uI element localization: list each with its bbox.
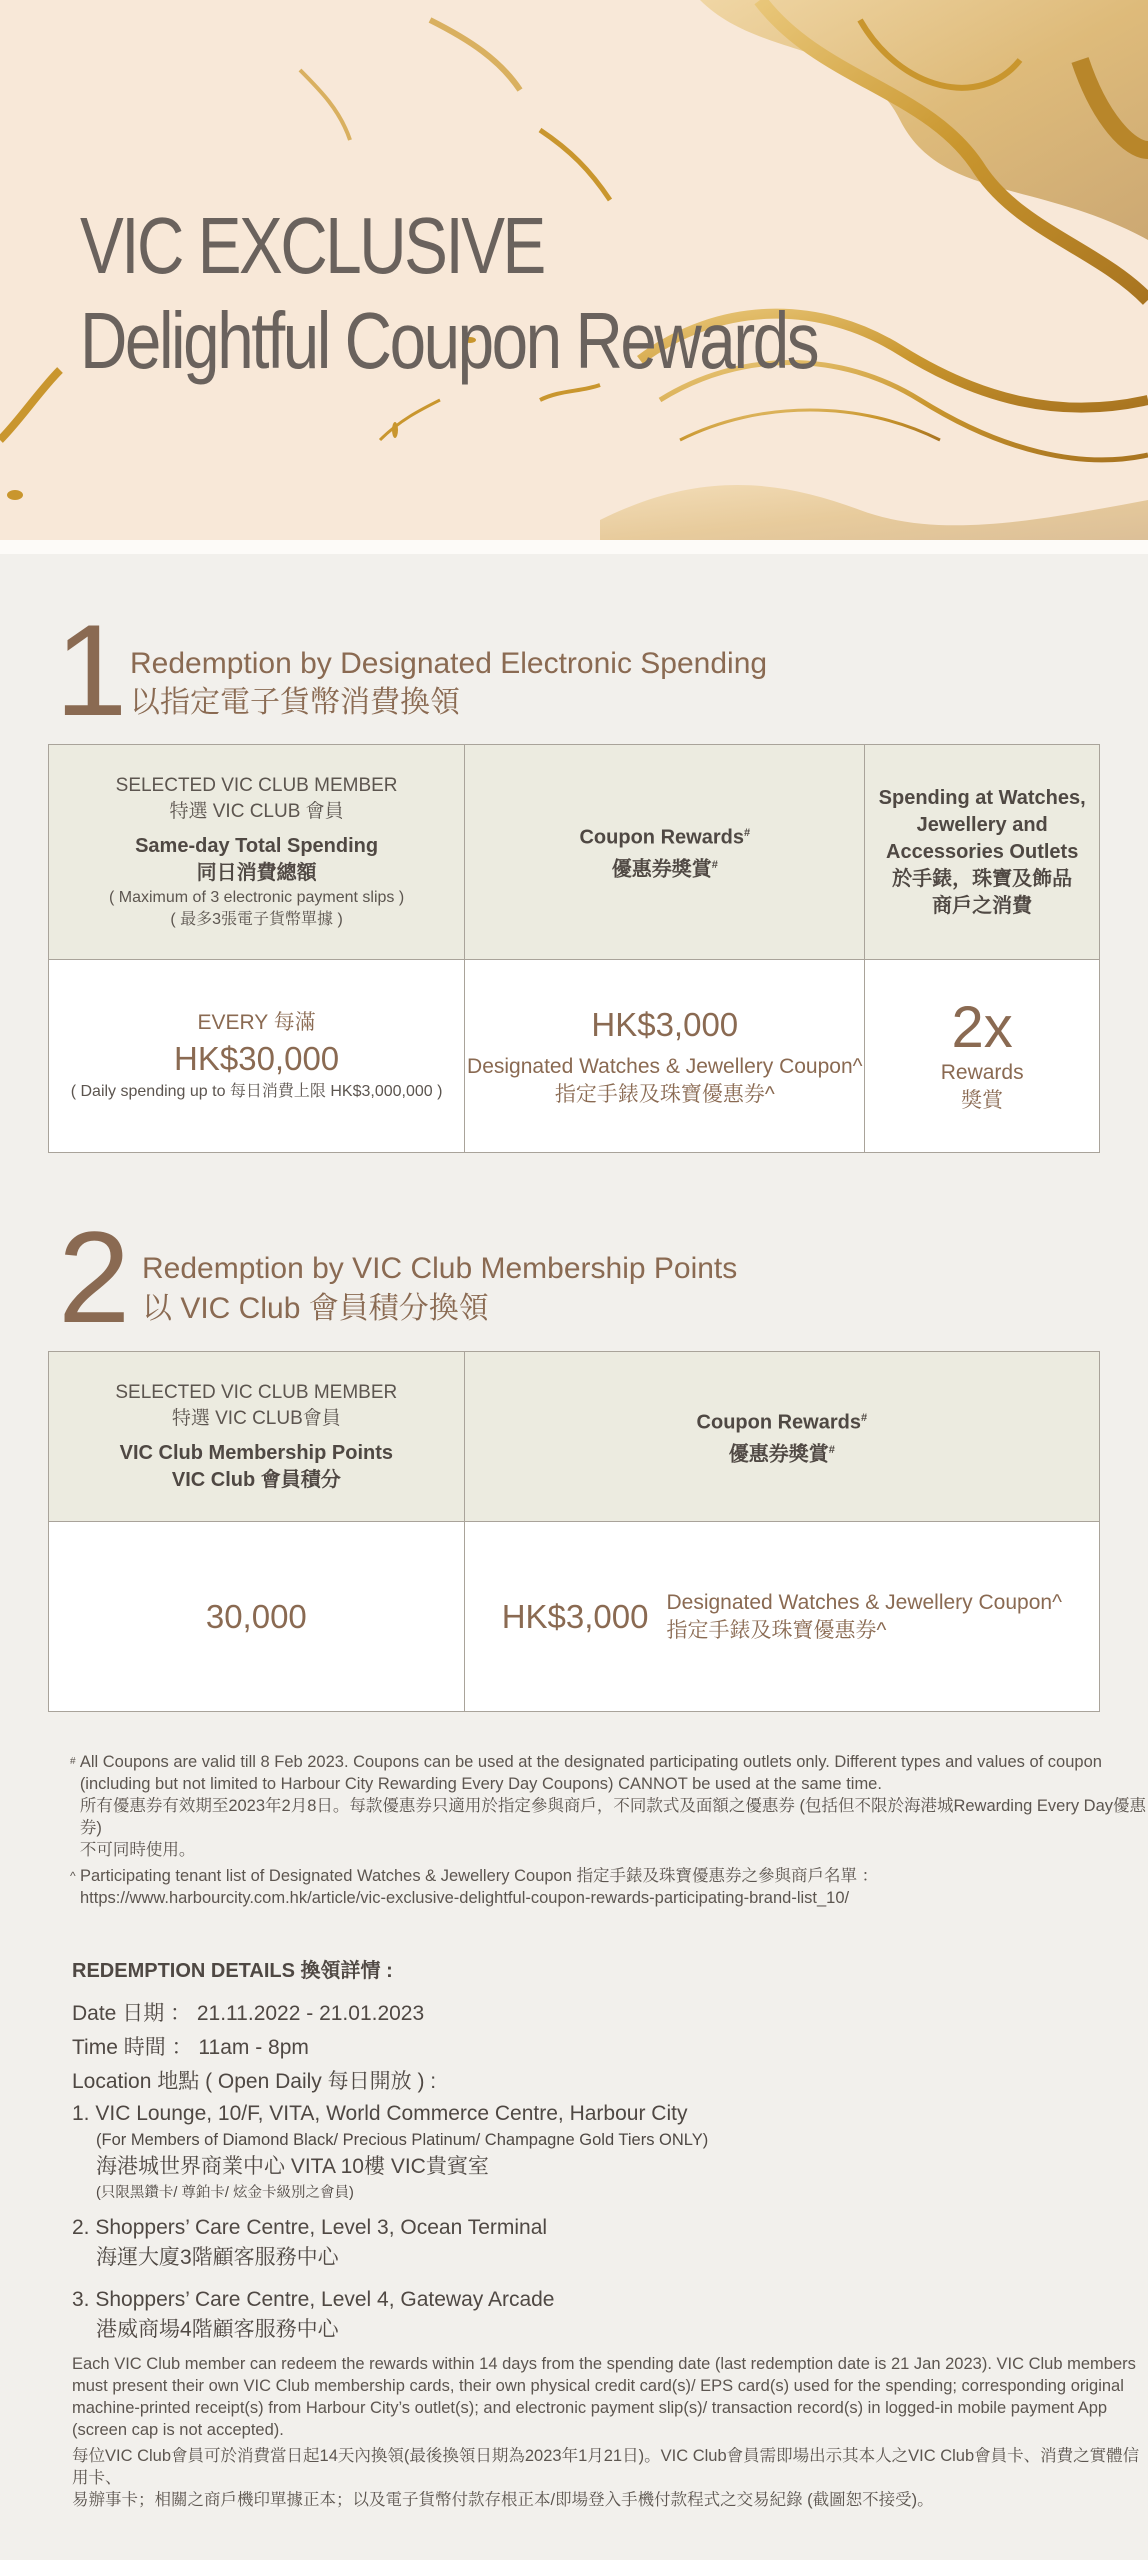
multiplier-value: 2x — [951, 995, 1013, 1060]
section1-header-rewards — [465, 745, 865, 960]
section2-points-value — [49, 1522, 465, 1712]
max-slips-zh: ( 最多3張電子貨幣單據 ) — [170, 911, 343, 928]
footnote-caret — [70, 1865, 878, 1909]
member-label-en: SELECTED VIC CLUB MEMBER — [115, 775, 398, 796]
hash-mark: # — [743, 827, 751, 840]
section2-header-points — [49, 1352, 465, 1522]
hash-mark: # — [70, 1756, 76, 1767]
hero-divider — [0, 540, 1148, 554]
spending-label-en: Same-day Total Spending — [135, 835, 379, 857]
hero-banner — [0, 0, 1148, 540]
reward-coupon-zh: 指定手錶及珠寶優惠券^ — [666, 1618, 887, 1642]
footnote-hash-zh2: 不可同時使用。 — [79, 1841, 196, 1859]
location3-zh: 港威商場4階顧客服務中心 — [96, 2318, 339, 2341]
rewards-label-en: Rewards — [940, 1061, 1024, 1084]
section1-title-zh: 以指定電子貨幣消費換領 — [130, 686, 460, 719]
reward-coupon-en: Designated Watches & Jewellery Coupon^ — [467, 1055, 863, 1078]
location1-zh: 海港城世界商業中心 VITA 10樓 VIC貴賓室 — [96, 2155, 489, 2178]
footnote-hash — [70, 1751, 1148, 1861]
section1-header-watches — [865, 745, 1100, 960]
reward-amount: HK$3,000 — [501, 1597, 649, 1635]
points-label-zh: VIC Club 會員積分 — [171, 1468, 341, 1491]
participating-list-link[interactable]: https://www.harbourcity.com.hk/article/vic-exclusive-delightful-coupon-rewards-participating-brand-list_10/ — [80, 1889, 850, 1907]
section1-spending-threshold — [49, 960, 465, 1153]
section2-reward-value — [464, 1522, 1099, 1712]
terms-zh2: 易辦事卡；相關之商戶機印單據正本；以及電子貨幣付款存根正本/即場登入手機付款程式之交易紀錄 (截圖恕不接受)。 — [72, 2491, 934, 2509]
section1-header-spending — [49, 745, 465, 960]
location1-note-zh: (只限黑鑽卡/ 尊鉑卡/ 炫金卡級別之會員) — [96, 2185, 354, 2201]
points-label-en: VIC Club Membership Points — [119, 1441, 393, 1464]
caret-mark: ^ — [70, 1869, 76, 1883]
section2-number: 2 — [58, 1204, 131, 1350]
hero-title-line1: VIC EXCLUSIVE — [80, 201, 544, 290]
watches-label-line2: Jewellery and — [916, 813, 1048, 836]
threshold-amount: HK$30,000 — [174, 1040, 340, 1077]
details-heading: REDEMPTION DETAILS 換領詳情 : — [72, 1960, 393, 1982]
location2-zh: 海運大廈3階顧客服務中心 — [96, 2246, 339, 2269]
coupon-rewards-zh: 優惠券獎賞 — [611, 858, 712, 881]
terms-en3: machine-printed receipt(s) from Harbour City’s outlet(s); and electronic payment slip(s)/ transaction record(s) in logged-in mobile payment App — [72, 2399, 1108, 2417]
terms-en1: Each VIC Club member can redeem the rewards within 14 days from the spending date (last redemption date is 21 Jan 2023). VIC Club members — [72, 2355, 1136, 2373]
member-label-zh: 特選 VIC CLUB會員 — [171, 1407, 341, 1429]
redemption-details — [72, 1957, 708, 2345]
hash-mark: # — [711, 859, 718, 871]
section2-table — [48, 1351, 1100, 1712]
terms — [72, 2353, 1148, 2511]
section1-multiplier — [865, 960, 1100, 1153]
details-location: Location 地點 ( Open Daily 每日開放 ) : — [72, 2070, 437, 2093]
details-date: Date 日期 ： 21.11.2022 - 21.01.2023 — [72, 2002, 425, 2025]
footnote-hash-zh1: 所有優惠券有效期至2023年2月8日。每款優惠券只適用於指定參與商戶，不同款式及面額之優惠券 (包括但不限於海港城Rewarding Every Day優惠券) — [79, 1797, 1147, 1837]
watches-label-line3: Accessories Outlets — [886, 840, 1079, 863]
location1-en: 1. VIC Lounge, 10/F, VITA, World Commerce Centre, Harbour City — [72, 2102, 688, 2125]
points-amount: 30,000 — [205, 1597, 307, 1635]
coupon-rewards-en: Coupon Rewards — [696, 1411, 861, 1434]
watches-label-zh2: 商戶之消費 — [932, 894, 1033, 917]
spending-label-zh: 同日消費總額 — [196, 862, 317, 884]
footnote-hash-en1: All Coupons are valid till 8 Feb 2023. Coupons can be used at the designated participating outlets only. Different types and values of coupon — [79, 1753, 1102, 1771]
footnote-hash-en2: (including but not limited to Harbour City Rewarding Every Day Coupons) CANNOT be used at the same time. — [79, 1775, 882, 1793]
max-slips-en: ( Maximum of 3 electronic payment slips ) — [108, 889, 405, 906]
hash-mark: # — [828, 1443, 835, 1456]
section1-table — [48, 744, 1100, 1153]
location1-note-en: (For Members of Diamond Black/ Precious Platinum/ Champagne Gold Tiers ONLY) — [96, 2131, 709, 2149]
location2-en: 2. Shoppers’ Care Centre, Level 3, Ocean Terminal — [72, 2216, 548, 2239]
section2-title-zh: 以 VIC Club 會員積分換領 — [142, 1292, 489, 1325]
section1-title-en: Redemption by Designated Electronic Spending — [130, 647, 768, 680]
section1-reward-value — [465, 960, 865, 1153]
terms-zh1: 每位VIC Club會員可於消費當日起14天內換領(最後換領日期為2023年1月21日)。VIC Club會員需即場出示其本人之VIC Club會員卡、消費之實體信用卡、 — [72, 2447, 1140, 2487]
details-time: Time 時間 ： 11am - 8pm — [72, 2036, 309, 2059]
reward-coupon-en: Designated Watches & Jewellery Coupon^ — [666, 1590, 1062, 1614]
daily-limit: ( Daily spending up to 每日消費上限 HK$3,000,000 ) — [70, 1083, 443, 1100]
section1-number: 1 — [55, 597, 128, 743]
watches-label-line1: Spending at Watches, — [878, 786, 1086, 809]
coupon-rewards-en: Coupon Rewards — [579, 827, 744, 849]
section2-title-en: Redemption by VIC Club Membership Points — [142, 1252, 738, 1285]
hash-mark: # — [860, 1411, 868, 1424]
every-label: EVERY 每滿 — [197, 1011, 316, 1034]
section2-header-rewards — [464, 1352, 1099, 1522]
reward-coupon-zh: 指定手錶及珠寶優惠券^ — [554, 1083, 775, 1106]
member-label-zh: 特選 VIC CLUB 會員 — [169, 801, 344, 822]
member-label-en: SELECTED VIC CLUB MEMBER — [115, 1381, 398, 1403]
hero-title-line2: Delightful Coupon Rewards — [80, 296, 818, 385]
rewards-label-zh: 獎賞 — [961, 1089, 1004, 1112]
terms-en4: (screen cap is not accepted). — [72, 2421, 284, 2439]
terms-en2: must present their own VIC Club membership cards, their own physical credit card(s)/ EPS card(s) used for the spending; corresponding original — [72, 2377, 1124, 2395]
location3-en: 3. Shoppers’ Care Centre, Level 4, Gateway Arcade — [72, 2288, 555, 2311]
watches-label-zh1: 於手錶，珠寶及飾品 — [892, 867, 1073, 890]
reward-amount: HK$3,000 — [591, 1006, 739, 1043]
footnote-caret-line1: Participating tenant list of Designated Watches & Jewellery Coupon 指定手錶及珠寶優惠券之參與商戶名單 ： — [80, 1867, 879, 1885]
coupon-rewards-zh: 優惠券獎賞 — [728, 1443, 829, 1466]
